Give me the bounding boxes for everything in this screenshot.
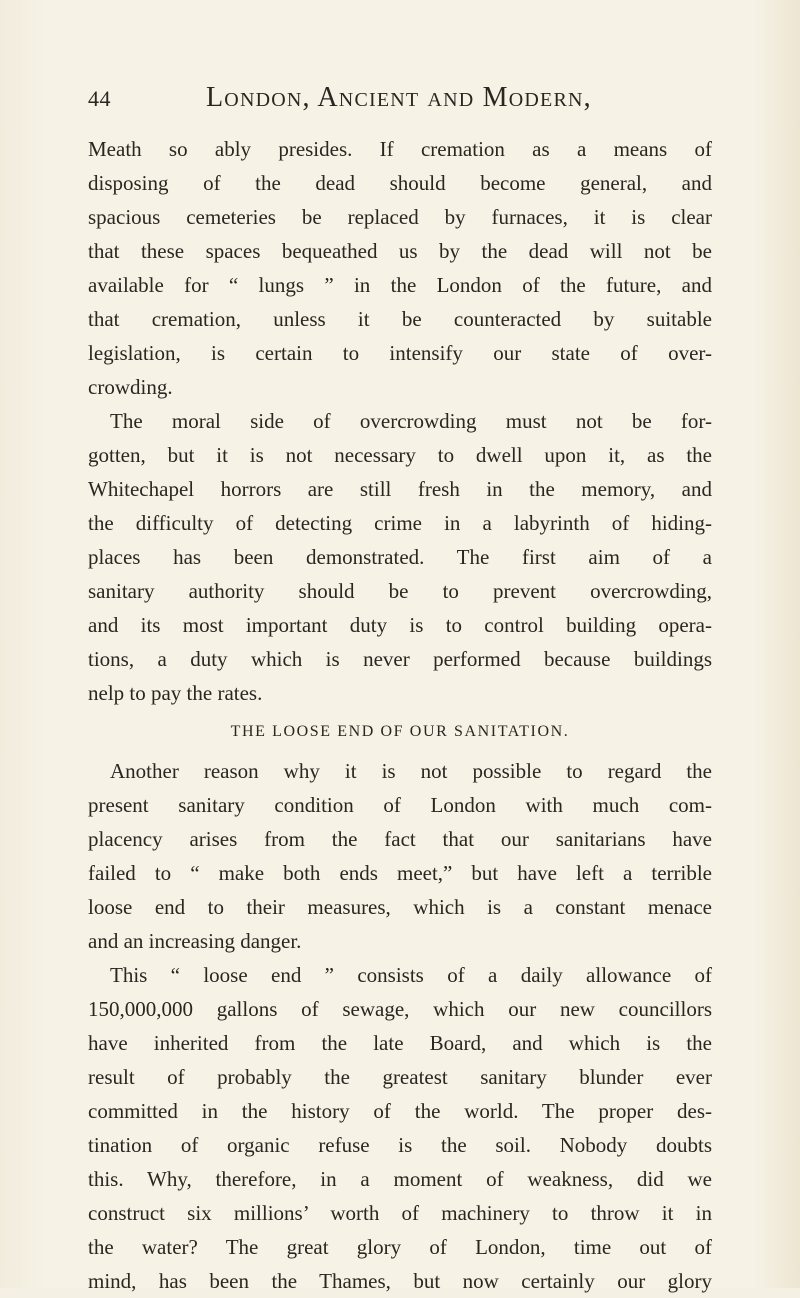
text-line: Whitechapel horrors are still fresh in the memory, and <box>88 477 712 501</box>
text-line: committed in the history of the world. The proper des- <box>88 1099 712 1123</box>
text-line: available for “ lungs ” in the London of the future, and <box>88 273 712 297</box>
text-line: legislation, is certain to intensify our state of over- <box>88 341 712 365</box>
text-line: tions, a duty which is never performed because buildings <box>88 647 712 671</box>
text-line: and an increasing danger. <box>88 929 302 953</box>
text-line: loose end to their measures, which is a constant menace <box>88 895 712 919</box>
text-line: disposing of the dead should become general, and <box>88 171 712 195</box>
text-line: placency arises from the fact that our sanitarians have <box>88 827 712 851</box>
text-line: crowding. <box>88 375 173 399</box>
text-line: the difficulty of detecting crime in a labyrinth of hiding- <box>88 511 712 535</box>
page-number: 44 <box>88 86 111 111</box>
text-line: present sanitary condition of London with much com- <box>88 793 712 817</box>
body-text <box>88 132 712 1298</box>
section-heading: THE LOOSE END OF OUR SANITATION. <box>230 723 570 740</box>
text-line: This “ loose end ” consists of a daily allowance of <box>110 963 712 987</box>
text-line: The moral side of overcrowding must not be for- <box>110 409 712 433</box>
running-head: London, Ancient and Modern, <box>206 82 592 113</box>
text-line: sanitary authority should be to prevent overcrowding, <box>88 579 712 603</box>
text-line: tination of organic refuse is the soil. Nobody doubts <box>88 1133 712 1157</box>
text-line: result of probably the greatest sanitary blunder ever <box>88 1065 712 1089</box>
text-line: 150,000,000 gallons of sewage, which our new councillors <box>88 997 712 1021</box>
text-line: that these spaces bequeathed us by the dead will not be <box>88 239 712 263</box>
text-line: Meath so ably presides. If cremation as a means of <box>88 137 712 161</box>
text-line: gotten, but it is not necessary to dwell upon it, as the <box>88 443 712 467</box>
text-line: construct six millions’ worth of machinery to throw it in <box>88 1201 712 1225</box>
text-line: have inherited from the late Board, and which is the <box>88 1031 712 1055</box>
text-line: the water? The great glory of London, time out of <box>88 1235 712 1259</box>
page-header <box>88 82 712 118</box>
text-line: this. Why, therefore, in a moment of weakness, did we <box>88 1167 712 1191</box>
text-line: places has been demonstrated. The first aim of a <box>88 545 712 569</box>
text-line: Another reason why it is not possible to regard the <box>110 759 712 783</box>
text-line: spacious cemeteries be replaced by furnaces, it is clear <box>88 205 712 229</box>
text-line: nelp to pay the rates. <box>88 681 263 705</box>
text-line: failed to “ make both ends meet,” but have left a terrible <box>88 861 712 885</box>
text-line: mind, has been the Thames, but now certainly our glory <box>88 1269 712 1293</box>
text-line: that cremation, unless it be counteracted by suitable <box>88 307 712 331</box>
text-line: and its most important duty is to control building opera- <box>88 613 712 637</box>
